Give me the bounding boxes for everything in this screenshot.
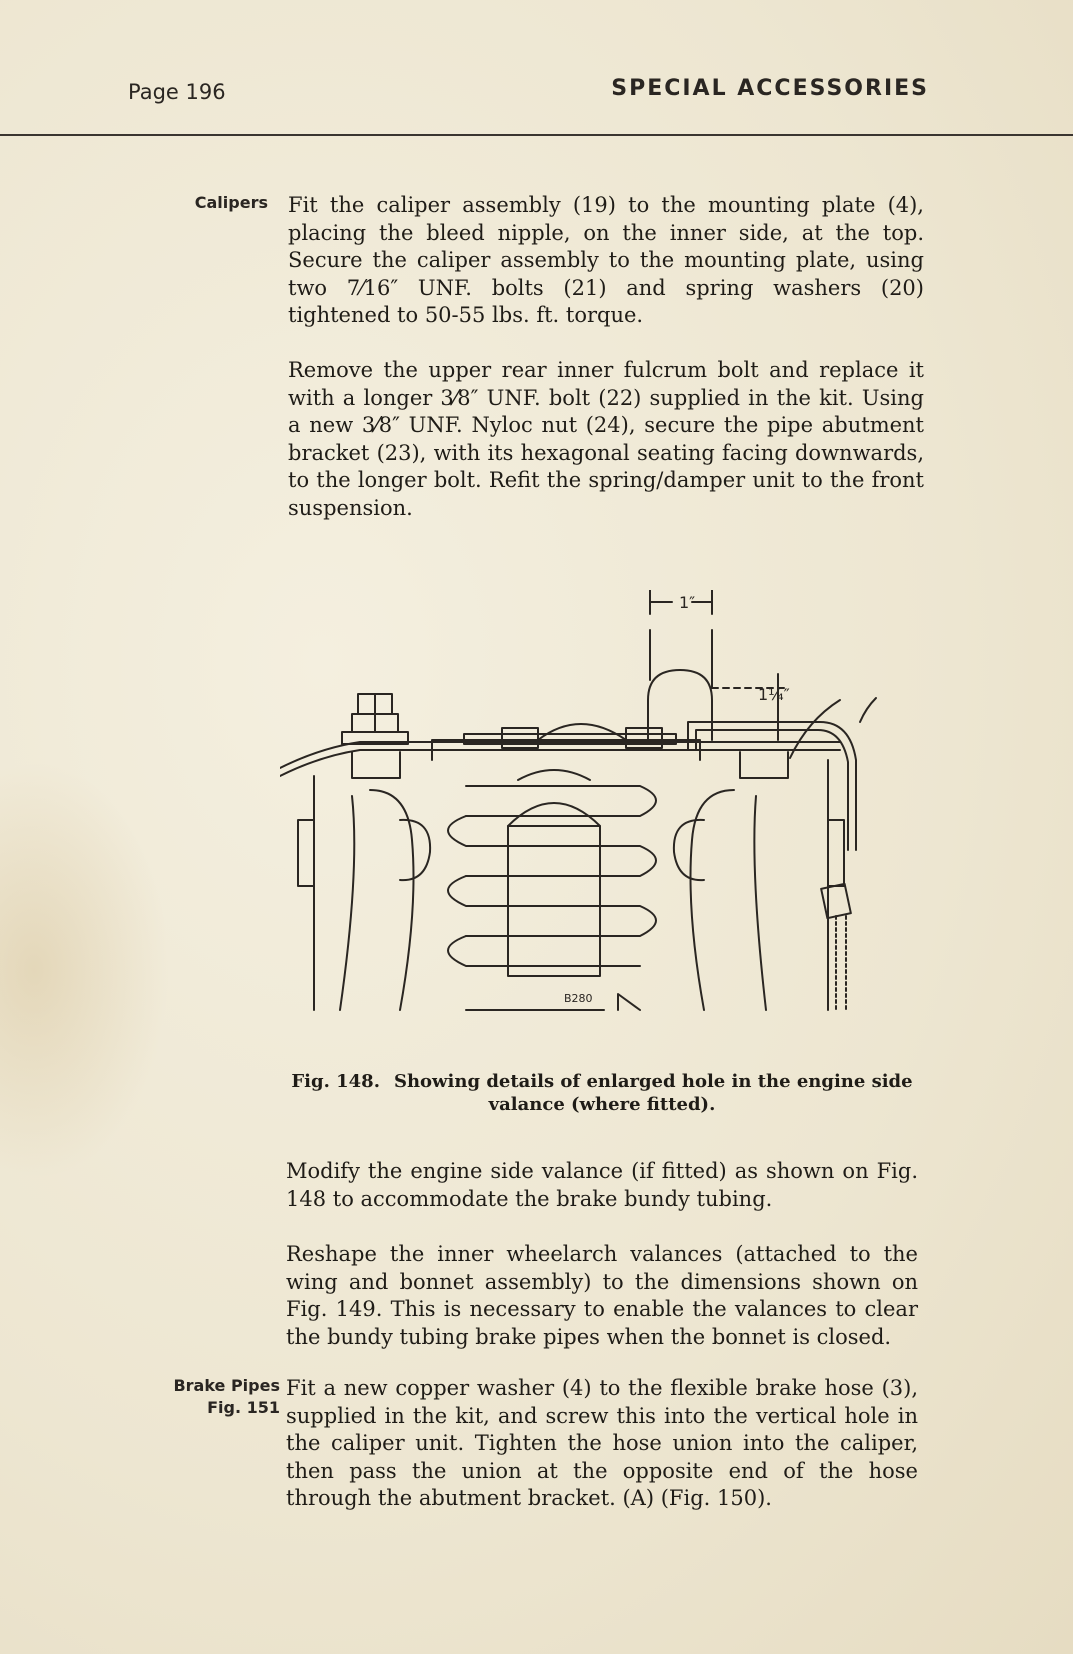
figure-caption bbox=[286, 1070, 918, 1116]
paragraph-reshape-valances: Reshape the inner wheelarch valances (attached to the wing and bonnet assembly) to the dimensions shown on Fig. 149. This is necessary to enable the valances to clear the bundy tubing brake pipes when the bonnet is closed. bbox=[286, 1242, 918, 1349]
paragraph-calipers-fulcrum: Remove the upper rear inner fulcrum bolt and replace it with a longer 3⁄8″ UNF. bolt (22) supplied in the kit. Using a new 3⁄8″ UNF. Nyloc nut (24), secure the pipe abutment bracket (23), with its hexagonal seating facing downwards, to the longer bolt. Refit the spring/damper unit to the front suspension. bbox=[288, 358, 924, 520]
figure-dim-height: 1¼″ bbox=[758, 685, 790, 704]
header-rule bbox=[0, 134, 1073, 136]
side-heading-brake-pipes-title: Brake Pipes bbox=[173, 1376, 280, 1395]
side-heading-brake-pipes-fig: Fig. 151 bbox=[207, 1398, 280, 1417]
figure-148-drawing bbox=[280, 590, 892, 1032]
side-heading-brake-pipes bbox=[130, 1375, 280, 1419]
paragraph-brake-pipes: Fit a new copper washer (4) to the flexible brake hose (3), supplied in the kit, and screw this into the vertical hole in the caliper unit. Tighten the hose union into the caliper, then pass the union at the opposite end of the hose through the abutment bracket. (A) (Fig. 150). bbox=[286, 1376, 918, 1511]
figure-drawing-ref: B280 bbox=[564, 992, 593, 1005]
running-title: SPECIAL ACCESSORIES bbox=[611, 76, 929, 101]
paper-stain bbox=[0, 760, 170, 1180]
paragraph-modify-valance: Modify the engine side valance (if fitted) as shown on Fig. 148 to accommodate the brake bundy tubing. bbox=[286, 1159, 918, 1211]
side-heading-calipers: Calipers bbox=[194, 193, 268, 212]
figure-caption-label: Fig. 148. bbox=[291, 1071, 380, 1092]
page-number: Page 196 bbox=[128, 80, 226, 104]
paragraph-calipers-fit: Fit the caliper assembly (19) to the mounting plate (4), placing the bleed nipple, on the inner side, at the top. Secure the caliper assembly to the mounting plate, using two 7⁄16″ UNF. bolts (21) and spring washers (20) tightened to 50-55 lbs. ft. torque. bbox=[288, 193, 924, 328]
figure-dim-width: 1″ bbox=[679, 593, 696, 612]
figure-caption-text: Showing details of enlarged hole in the engine side valance (where fitted). bbox=[393, 1071, 913, 1115]
page-header bbox=[0, 70, 1073, 132]
